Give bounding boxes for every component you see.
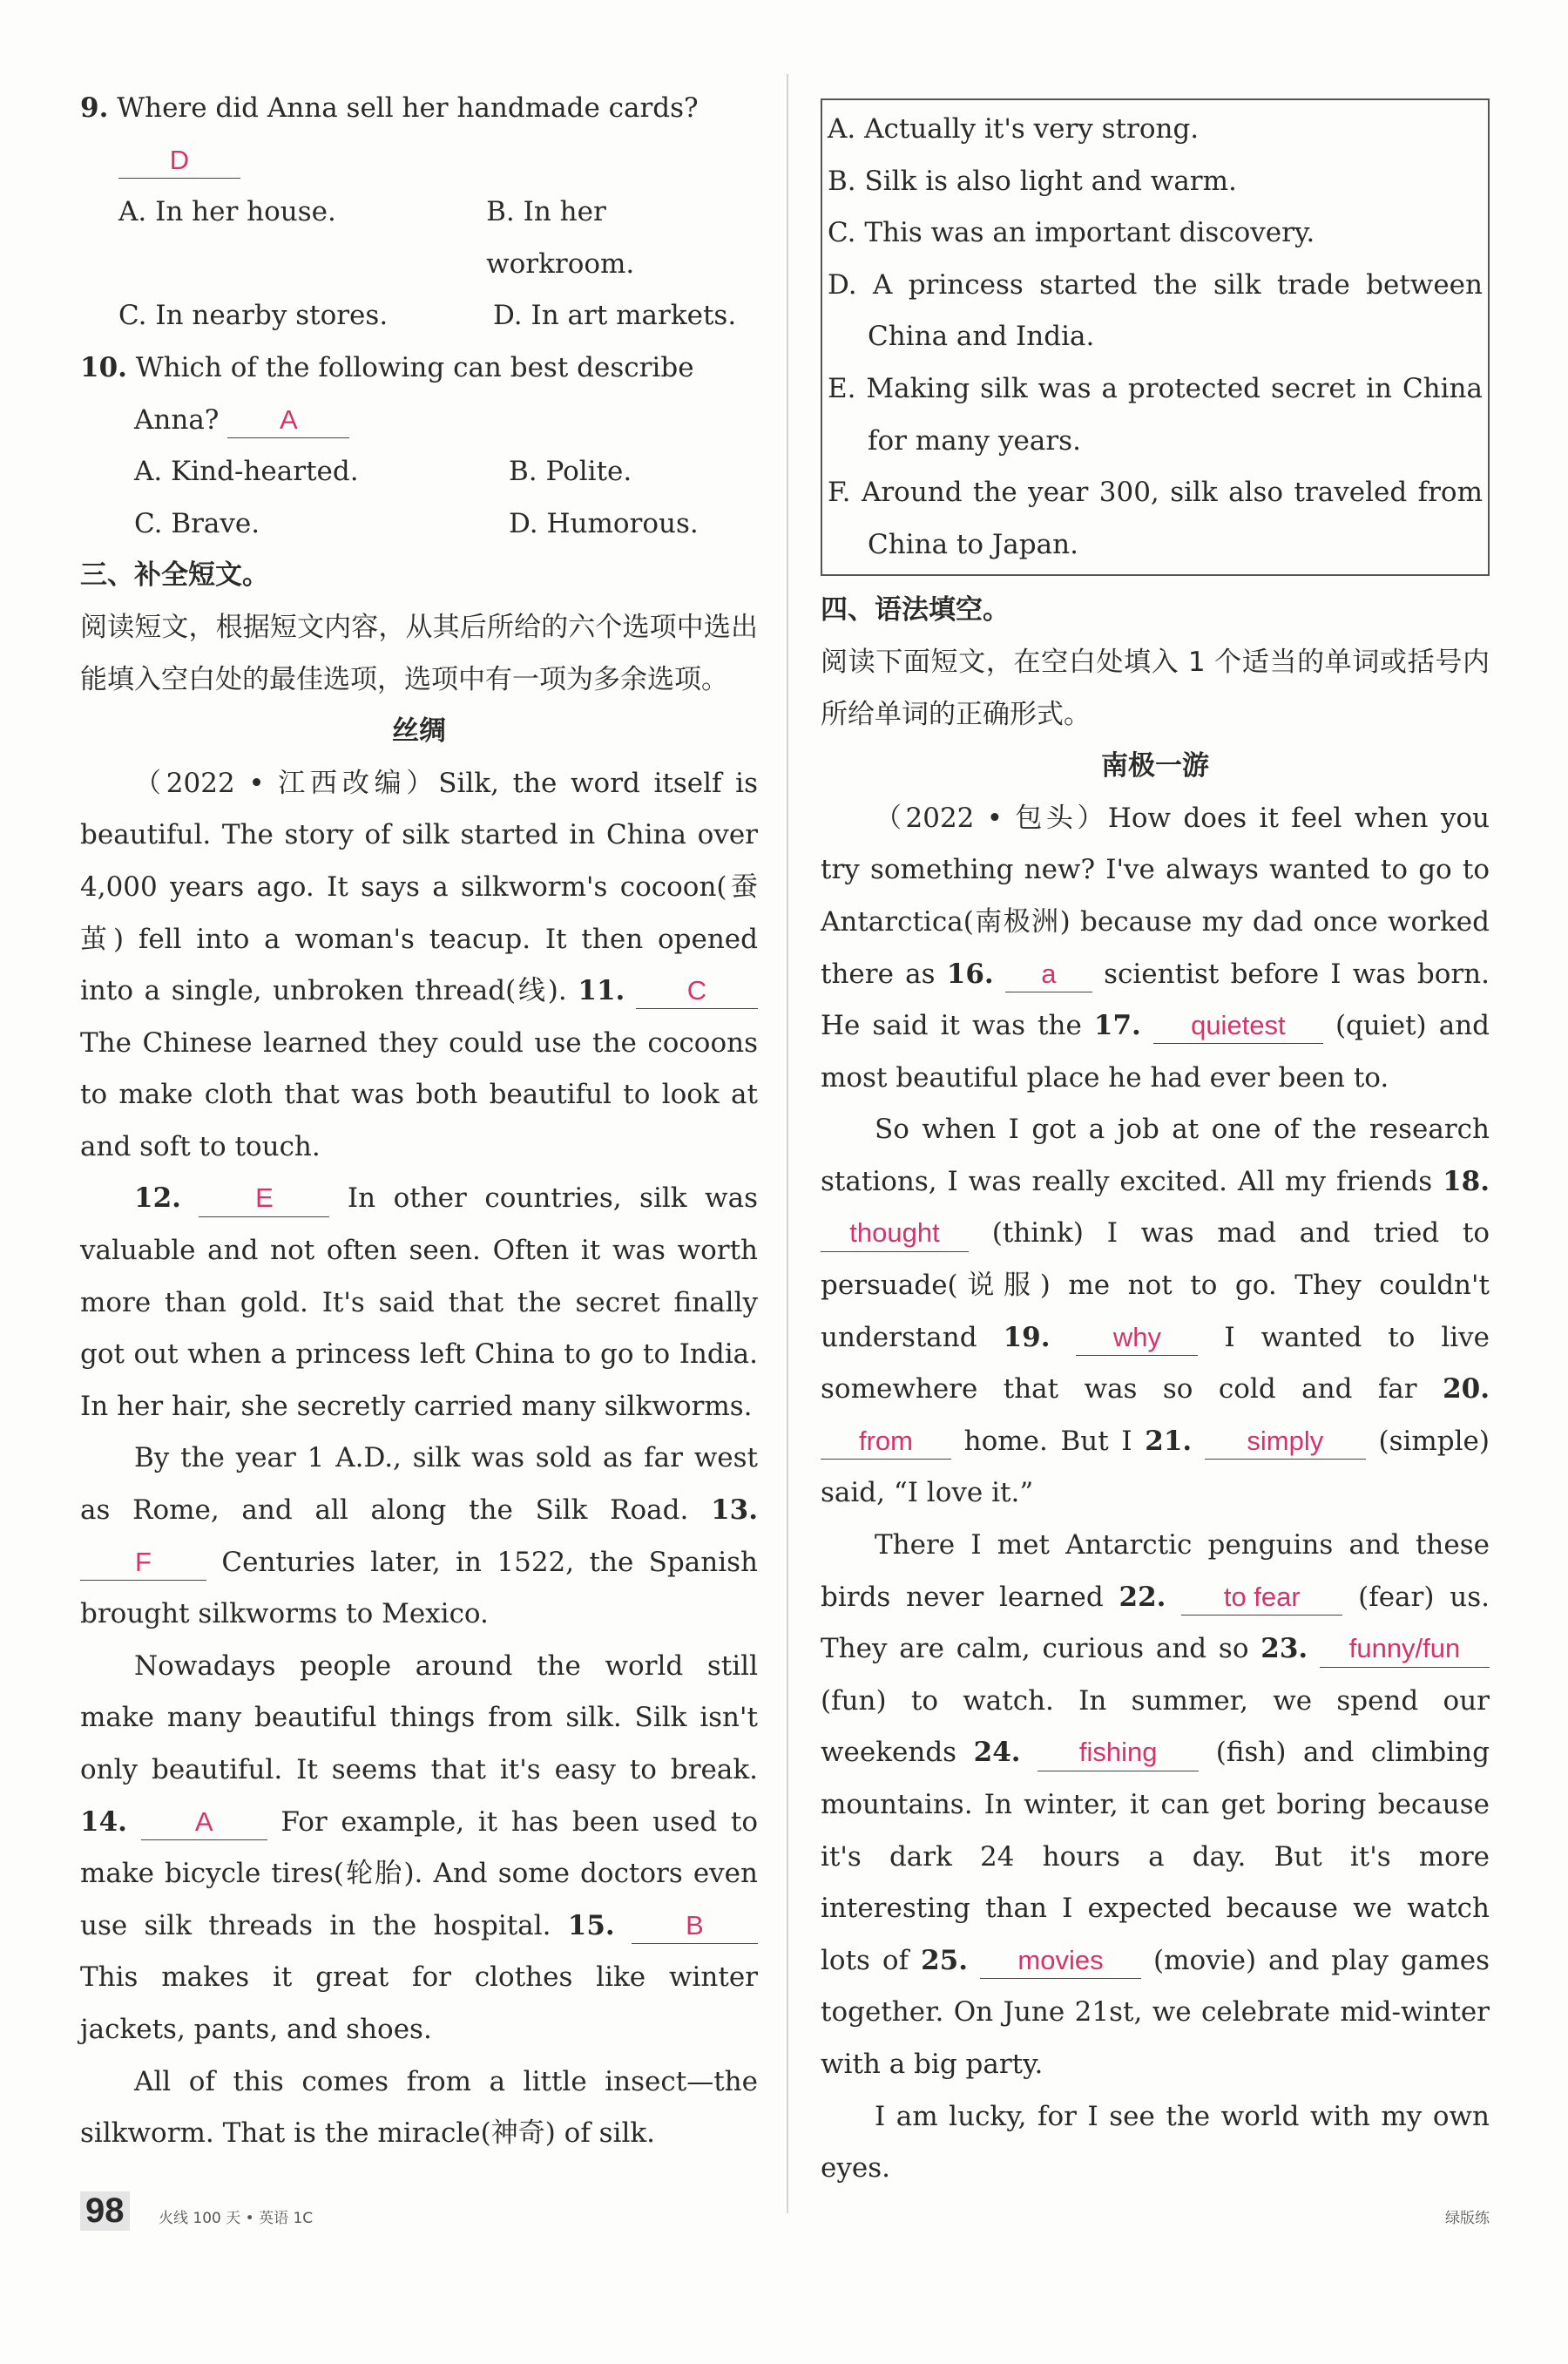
- q10-option-a: A. Kind-hearted.: [134, 456, 359, 488]
- ant-text-10: (fear) us. They are calm, curious and so: [821, 1581, 1490, 1665]
- blank-22-answer: to fear: [1181, 1580, 1342, 1616]
- right-column: [821, 98, 1490, 2195]
- blank-12-number: 12.: [134, 1182, 181, 1215]
- silk-para-4: Nowadays people around the world still make many beautiful things from silk. Silk isn't only beautiful. It seems that it's easy to break.: [80, 1649, 758, 1785]
- ant-text-5: (think) I was mad and tried to persuade(说服) me not to go. They couldn't understand: [821, 1217, 1490, 1353]
- footer-edition: 绿版练: [1445, 2210, 1490, 2227]
- silk-passage-title: 丝绸: [392, 715, 446, 748]
- section-3-instructions: 阅读短文，根据短文内容，从其后所给的六个选项中选出能填入空白处的最佳选项，选项中有一项为多余选项。: [80, 611, 758, 695]
- blank-19-answer: why: [1076, 1320, 1198, 1356]
- blank-24-answer: fishing: [1037, 1735, 1199, 1771]
- antarctica-passage-title: 南极一游: [1101, 750, 1209, 782]
- ant-text-7: home. But I: [963, 1425, 1132, 1457]
- option-b: B. Silk is also light and warm.: [828, 165, 1237, 197]
- silk-para-3-cont: Centuries later, in 1522, the Spanish brought silkworms to Mexico.: [80, 1546, 759, 1630]
- blank-17-number: 17.: [1093, 1010, 1141, 1042]
- q10-text: Which of the following can best describe: [135, 351, 694, 383]
- blank-13-number: 13.: [711, 1494, 758, 1527]
- question-10: [80, 342, 758, 550]
- option-f: F. Around the year 300, silk also traveled from China to Japan.: [828, 477, 1483, 560]
- page-number: 98: [80, 2191, 130, 2231]
- q9-answer: D: [118, 143, 240, 179]
- q10-text-cont: Anna?: [134, 403, 220, 436]
- blank-17-answer: quietest: [1153, 1008, 1323, 1044]
- q10-answer: A: [227, 403, 349, 438]
- section-4-instructions: 阅读下面短文，在空白处填入 1 个适当的单词或括号内所给单词的正确形式。: [821, 646, 1490, 730]
- antarctica-passage: [821, 793, 1490, 2195]
- blank-20-number: 20.: [1443, 1373, 1490, 1406]
- ant-text-11: (fun) to watch. In summer, we spend our weekends: [821, 1684, 1490, 1769]
- question-9: [80, 83, 758, 342]
- options-box: [821, 98, 1490, 576]
- ant-text-13: (movie) and play games together. On June 21st, we celebrate mid-winter with a big party.: [821, 1944, 1490, 2080]
- column-divider: [787, 74, 788, 2213]
- option-a: A. Actually it's very strong.: [828, 113, 1200, 145]
- blank-22-number: 22.: [1119, 1581, 1166, 1613]
- q9-number: 9.: [80, 92, 109, 124]
- section-3-heading: 三、补全短文。: [80, 559, 269, 592]
- silk-para-3: By the year 1 A.D., silk was sold as far west as Rome, and all along the Silk Road.: [80, 1442, 758, 1527]
- blank-12-answer: E: [199, 1181, 329, 1216]
- ant-text-2: scientist before I was born. He said it was the: [821, 958, 1490, 1042]
- silk-para-4-cont: For example, it has been used to make bicycle tires(轮胎). And some doctors even use silk threads in the hospital.: [80, 1805, 759, 1941]
- left-column: [80, 83, 758, 2160]
- section-4-heading: 四、语法填空。: [821, 594, 1010, 627]
- silk-para-5: All of this comes from a little insect—the silkworm. That is the miracle(神奇) of silk.: [80, 2065, 758, 2150]
- q10-option-d: D. Humorous.: [509, 507, 699, 539]
- q9-option-a: A. In her house.: [118, 196, 336, 228]
- ant-text-12: (fish) and climbing mountains. In winter, it can get boring because it's dark 24 hours a day. But it's more interesting than I expected because we watch lots of: [821, 1737, 1490, 1976]
- ant-text-3: (quiet) and most beautiful place he had ever been to.: [821, 1010, 1490, 1094]
- silk-para-1-cont: The Chinese learned they could use the cocoons to make cloth that was both beautiful to look at and soft to touch.: [80, 1026, 758, 1162]
- ant-text-4: So when I got a job at one of the research stations, I was really excited. All my friends: [821, 1114, 1490, 1197]
- page-footer: [80, 2191, 1490, 2235]
- blank-25-number: 25.: [921, 1944, 969, 1976]
- q10-option-b: B. Polite.: [509, 456, 632, 488]
- silk-para-2: In other countries, silk was valuable and not often seen. Often it was worth more than gold. It's said that the secret finally got out when a princess left China to go to India. In her hair, she secretly carried many silkworms.: [80, 1182, 758, 1422]
- q9-option-d: D. In art markets.: [493, 300, 737, 332]
- blank-16-number: 16.: [946, 958, 994, 990]
- blank-11-number: 11.: [578, 975, 625, 1007]
- blank-19-number: 19.: [1003, 1321, 1051, 1353]
- silk-para-4-end: This makes it great for clothes like winter jackets, pants, and shoes.: [80, 1961, 758, 2045]
- option-d: D. A princess started the silk trade between China and India.: [828, 268, 1483, 353]
- blank-11-answer: C: [636, 973, 758, 1009]
- blank-13-answer: F: [80, 1545, 206, 1581]
- blank-21-answer: simply: [1205, 1424, 1366, 1460]
- blank-18-answer: thought: [821, 1216, 969, 1251]
- ant-text-14: I am lucky, for I see the world with my own eyes.: [821, 2100, 1490, 2184]
- blank-18-number: 18.: [1443, 1165, 1490, 1197]
- blank-25-answer: movies: [980, 1943, 1141, 1979]
- silk-passage: [80, 758, 758, 2160]
- q9-text: Where did Anna sell her handmade cards?: [117, 92, 699, 124]
- blank-23-number: 23.: [1260, 1633, 1308, 1665]
- footer-book-title: 火线 100 天 • 英语 1C: [159, 2210, 314, 2227]
- silk-para-1: （2022 • 江西改编）Silk, the word itself is beautiful. The story of silk started in China over 4,000 years ago. It says a silkworm's cocoon(蚕茧) fell into a woman's teacup. It then opened into a single, unbroken thread(线).: [80, 767, 758, 1007]
- blank-21-number: 21.: [1145, 1425, 1193, 1457]
- ant-text-1: （2022 • 包头）How does it feel when you try something new? I've always wanted to go to Antarctica(南极洲) because my dad once worked there as: [821, 802, 1490, 990]
- blank-23-answer: funny/fun: [1320, 1631, 1490, 1667]
- blank-16-answer: a: [1005, 957, 1092, 992]
- q9-option-b: B. In her workroom.: [486, 196, 635, 280]
- blank-15-answer: B: [632, 1908, 758, 1944]
- blank-20-answer: from: [821, 1424, 951, 1460]
- option-c: C. This was an important discovery.: [828, 217, 1315, 249]
- blank-24-number: 24.: [973, 1737, 1021, 1769]
- ant-text-8: (simple) said, “I love it.”: [821, 1425, 1490, 1509]
- blank-14-answer: A: [141, 1805, 267, 1840]
- ant-text-6: I wanted to live somewhere that was so cold and far: [821, 1321, 1490, 1406]
- ant-text-9: There I met Antarctic penguins and these birds never learned: [821, 1529, 1490, 1613]
- q10-option-c: C. Brave.: [134, 507, 260, 539]
- blank-15-number: 15.: [567, 1909, 615, 1941]
- q10-number: 10.: [80, 351, 127, 383]
- option-e: E. Making silk was a protected secret in China for many years.: [828, 372, 1483, 457]
- blank-14-number: 14.: [80, 1805, 127, 1838]
- q9-option-c: C. In nearby stores.: [118, 300, 389, 332]
